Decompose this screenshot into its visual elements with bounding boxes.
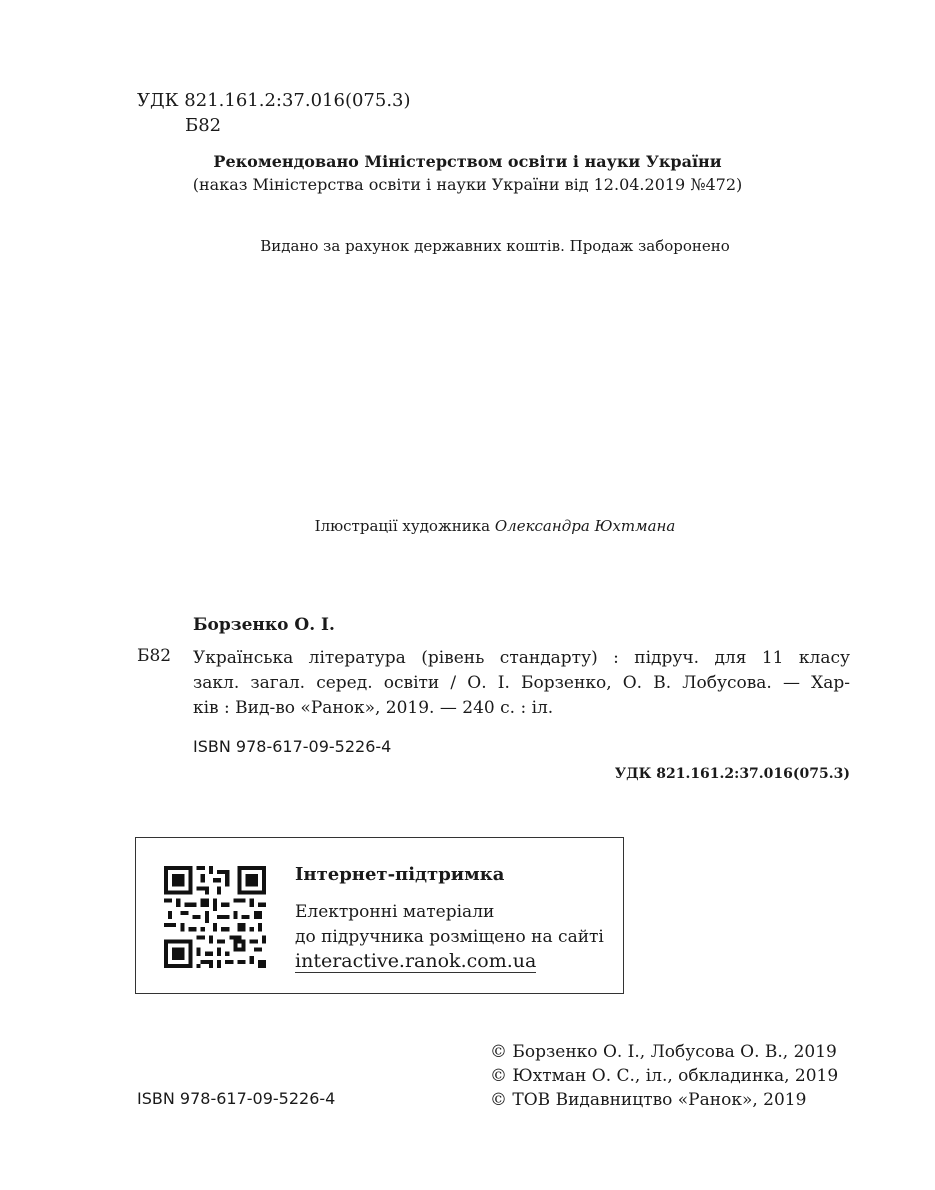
illustrations-prefix: Ілюстрації художника	[314, 517, 495, 535]
copyright-line: © ТОВ Видавництво «Ранок», 2019	[490, 1090, 807, 1110]
udk-header: УДК 821.161.2:37.016(075.3)	[137, 90, 411, 111]
catalog-description	[193, 646, 850, 721]
support-text-line: Електронні матеріали	[295, 902, 495, 922]
support-text-line: до підручника розміщено на сайті	[295, 927, 604, 947]
illustrations-credit	[0, 517, 935, 535]
copyright-line: © Юхтман О. С., іл., обкладинка, 2019	[490, 1066, 839, 1086]
support-title: Інтернет-підтримка	[295, 864, 505, 885]
illustrations-artist: Олександра Юхтмана	[494, 517, 676, 535]
isbn-footer: ISBN 978-617-09-5226-4	[137, 1089, 336, 1108]
support-text	[295, 900, 604, 950]
internet-support-box	[135, 837, 624, 994]
catalog-description-line: закл. загал. серед. освіти / О. І. Борзенко, О. В. Лобусова. — Хар-	[193, 673, 850, 693]
copyright-notices	[490, 1040, 838, 1112]
catalog-description-line: Українська література (рівень стандарту) : підруч. для 11 класу	[193, 648, 850, 668]
recommendation-title: Рекомендовано Міністерством освіти і науки України	[213, 152, 722, 171]
qr-code-icon	[164, 866, 266, 968]
catalog-code-header: Б82	[185, 115, 222, 136]
catalog-description-line: ків : Вид-во «Ранок», 2019. — 240 с. : іл.	[193, 698, 554, 718]
catalog-author: Борзенко О. І.	[193, 615, 335, 635]
catalog-isbn: ISBN 978-617-09-5226-4	[193, 737, 392, 756]
copyright-line: © Борзенко О. І., Лобусова О. В., 2019	[490, 1042, 837, 1062]
funding-note: Видано за рахунок державних коштів. Продаж заборонено	[260, 237, 730, 255]
catalog-udk: УДК 821.161.2:37.016(075.3)	[614, 766, 850, 782]
ministry-recommendation	[0, 152, 935, 194]
catalog-code: Б82	[137, 646, 172, 666]
support-website-link[interactable]: interactive.ranok.com.ua	[295, 950, 537, 972]
recommendation-order: (наказ Міністерства освіти і науки України від 12.04.2019 №472)	[192, 175, 743, 194]
